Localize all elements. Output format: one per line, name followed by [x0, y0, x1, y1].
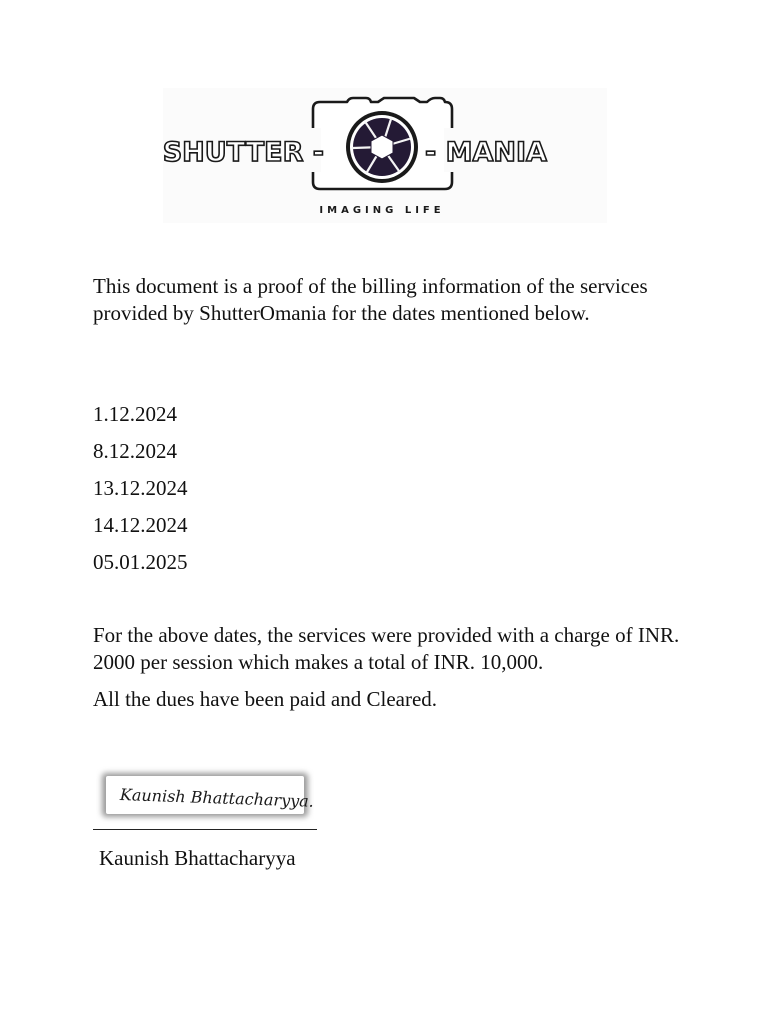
charge-paragraph: For the above dates, the services were provided with a charge of INR. 2000 per session which makes a total of INR. 10,000. — [93, 623, 680, 674]
service-date: 13.12.2024 — [93, 476, 188, 500]
service-date: 8.12.2024 — [93, 439, 177, 463]
logo-right-text: - MANIA — [425, 137, 547, 168]
intro-paragraph: This document is a proof of the billing information of the services provided by ShutterOmania for the dates mentioned below. — [93, 274, 648, 325]
service-date: 14.12.2024 — [93, 513, 188, 537]
logo-tagline: IMAGING LIFE — [319, 205, 445, 216]
signatory-name: Kaunish Bhattacharyya — [99, 846, 296, 870]
service-dates-list — [93, 401, 188, 586]
company-logo — [163, 88, 607, 223]
handwritten-signature: Kaunish Bhattacharyya. — [119, 785, 314, 811]
signature-line — [93, 829, 317, 830]
logo-left-text: SHUTTER - — [163, 137, 324, 168]
service-date: 1.12.2024 — [93, 402, 177, 426]
dues-paragraph: All the dues have been paid and Cleared. — [93, 687, 438, 711]
signature-image — [96, 765, 314, 825]
service-date: 05.01.2025 — [93, 550, 188, 574]
